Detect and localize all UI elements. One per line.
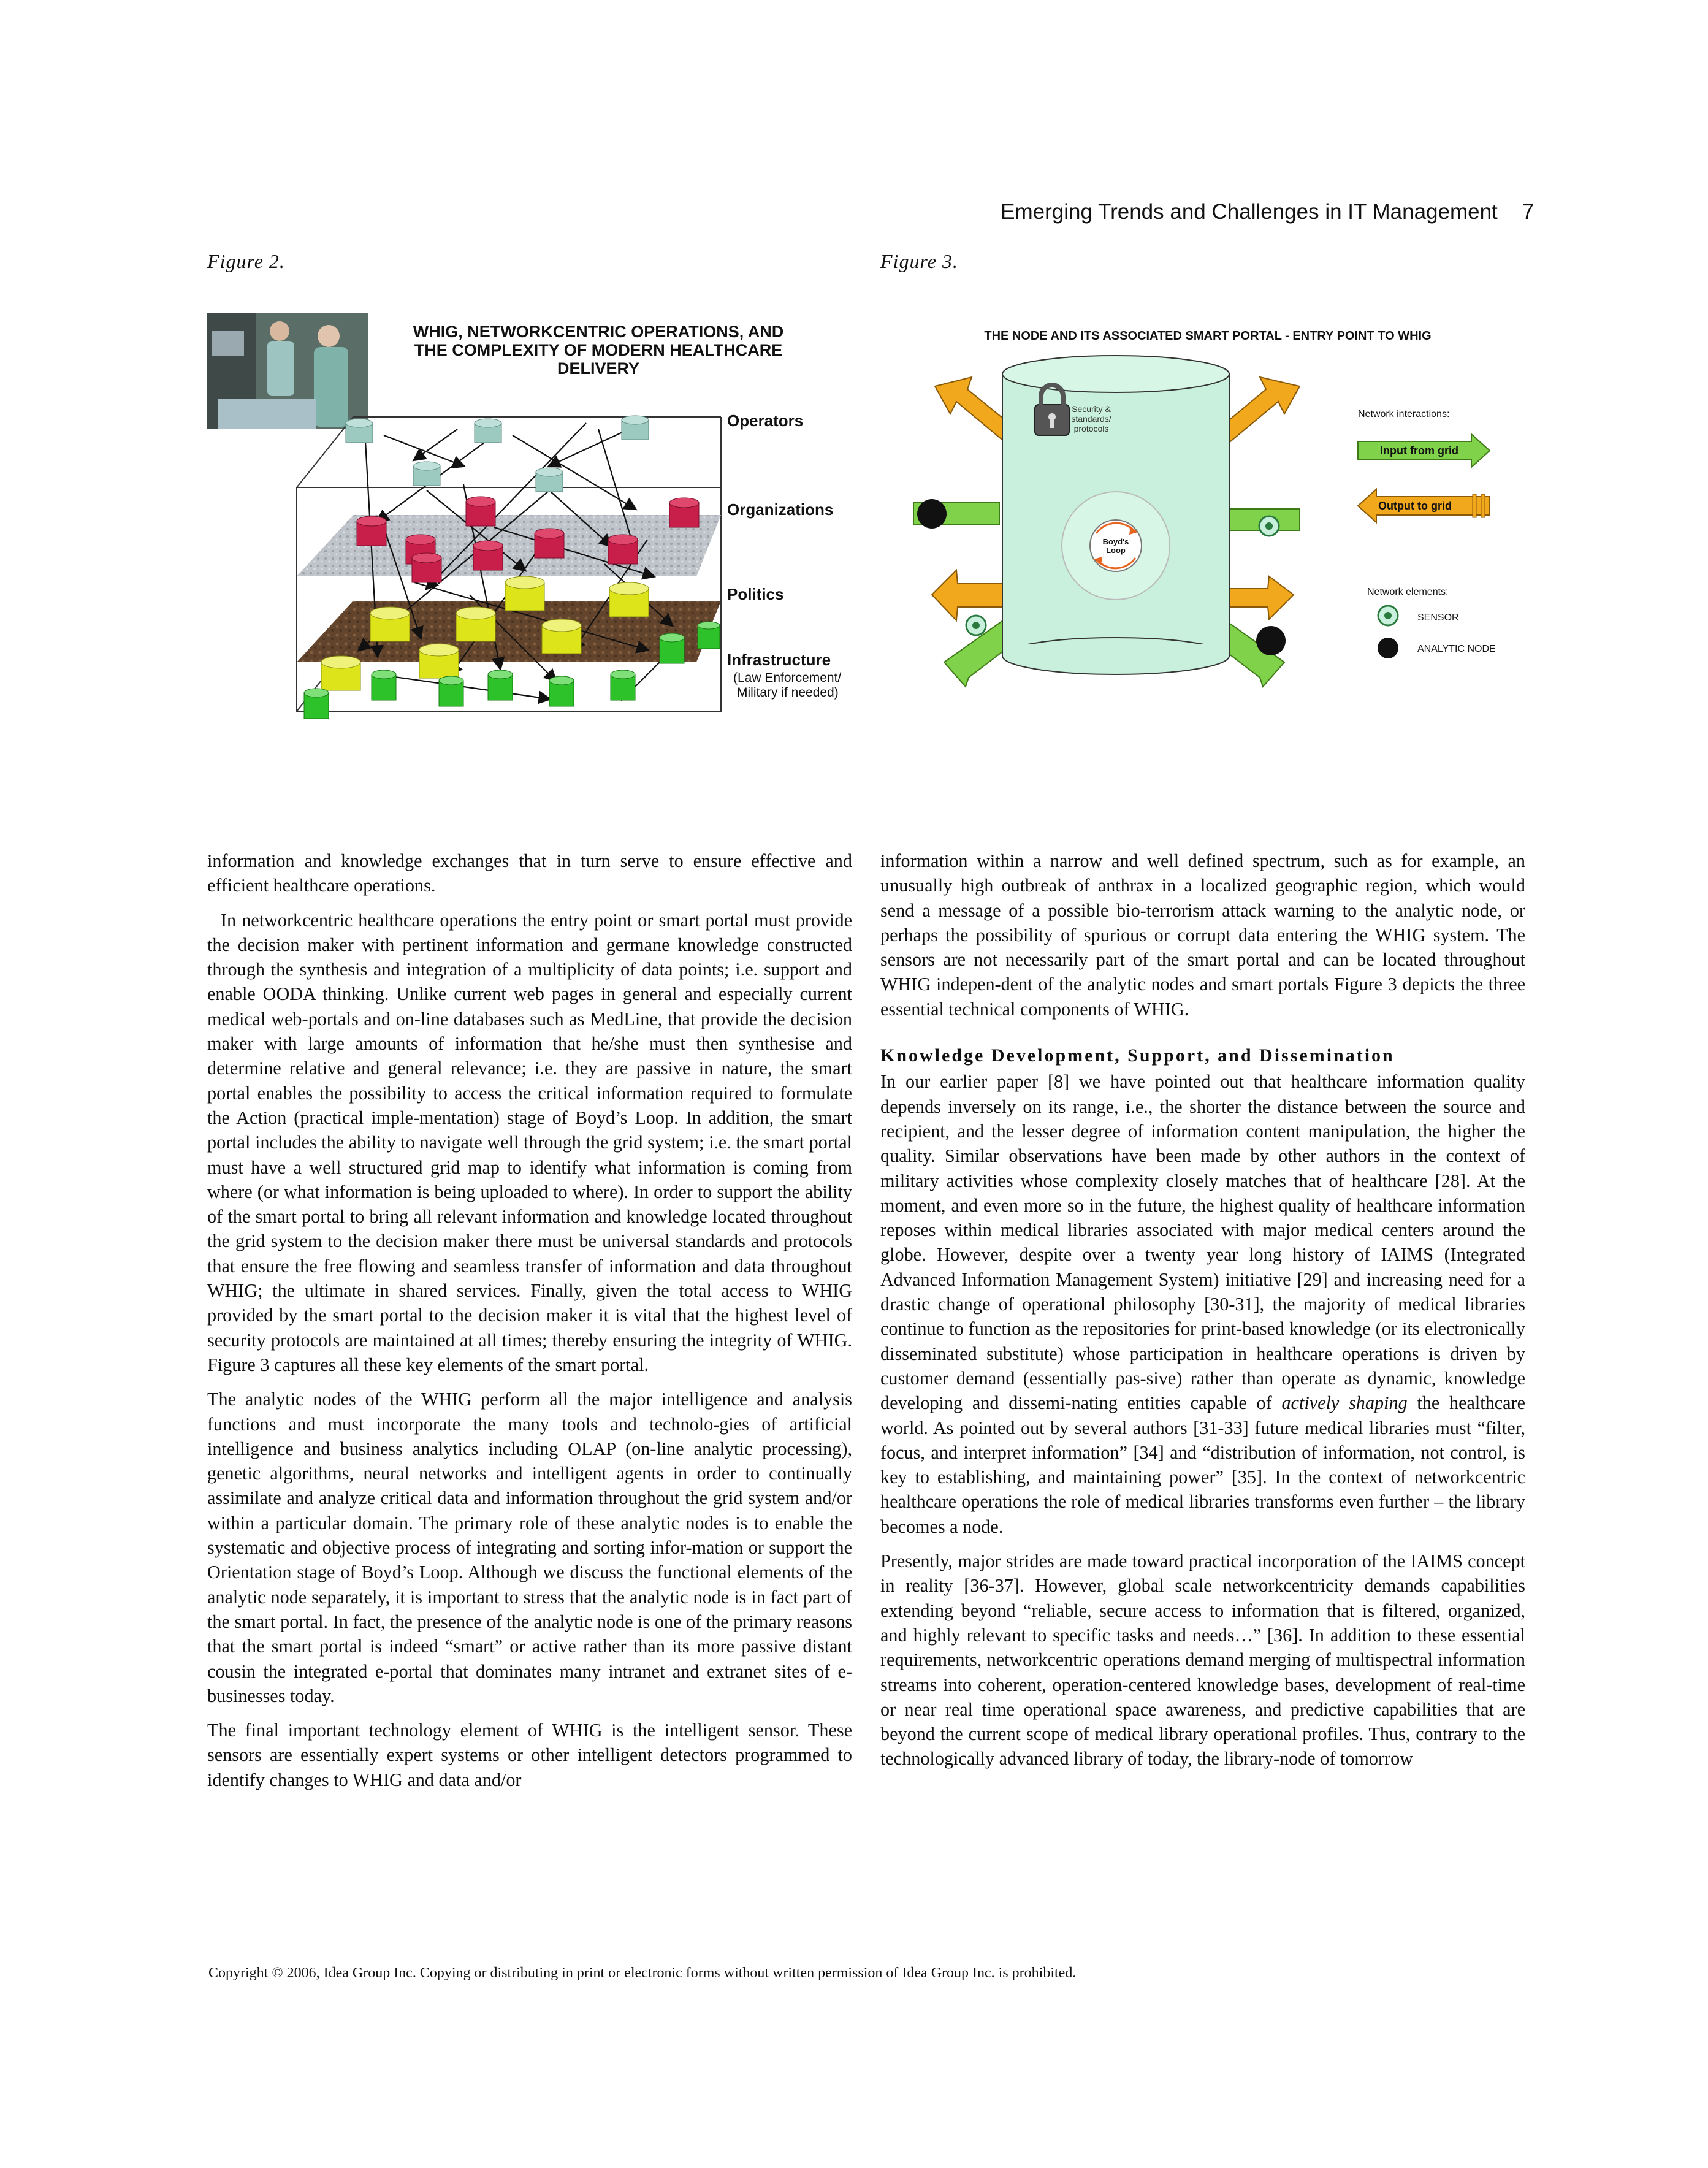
right-para-2-emphasis: actively shaping (1281, 1392, 1408, 1414)
operators-nodes (346, 416, 649, 492)
legend-analytic-icon (1378, 638, 1398, 658)
right-para-2-b: the healthcare world. As pointed out by several authors [31-33] future medical libraries must “filter, focus, and interpret information” [34] and “distribution of information, not control, is key to establishing, and maintaining power” [35]. In the context of networkcentric healthcare operations the role of medical libraries transforms even further – the library becomes a node. (880, 1392, 1526, 1537)
fig2-title-line2: THE COMPLEXITY OF MODERN HEALTHCARE (414, 341, 783, 359)
legend-analytic-label: ANALYTIC NODE (1417, 644, 1496, 654)
orange-arrow-right (1220, 576, 1294, 619)
left-column (207, 849, 852, 1802)
right-para-2-a: In our earlier paper [8] we have pointed out that healthcare information quality depends inversely on its range, i.e., the shorter the distance between the source and recipient, and the lesser degree of information content manipulation, the higher the quality. Similar observations have been made by other authors in the context of military activities whose complexity closely matches that of healthcare [28]. At the moment, and even more so in the future, the highest quality of healthcare information reposes within medical libraries associated with major medical centers around the globe. However, despite over a twenty year long history of IAIMS (Integrated Advanced Information Management System) initiative [29] and increasing need for a drastic change of operational philosophy [30-31], the majority of medical libraries continue to function as the repositories for print-based knowledge (or its electronically disseminated substitute) whose participation in healthcare operations is driven by customer demand (essentially pas-sive) rather than operate as dynamic, knowledge developing and dissemi-nating entities capable of (880, 1071, 1525, 1414)
fig2-title-line3: DELIVERY (557, 359, 640, 378)
figure-2-label: Figure 2. (207, 250, 285, 272)
left-para-3: The analytic nodes of the WHIG perform all the major intelligence and analysis functions and must incorporate the many tools and technolo-gies of artificial intelligence and business analytics including OLAP (on-line analytic processing), genetic algorithms, neural networks and intelligent agents in order to continually assimilate and analyze critical data and information throughout the grid system and/or within a particular domain. The primary role of these analytic nodes is to enable the systematic and objective process of integrating and sorting infor-mation or support the Orientation stage of Boyd’s Loop. Although we discuss the functional elements of the analytic node separately, it is important to stress that the analytic node is in fact part of the smart portal. In fact, the presence of the analytic node is one of the primary reasons that the smart portal is indeed “smart” or active rather than its more passive distant cousin the integrated e-portal that dominates many intranet and extranet sites of e-businesses today. (207, 1389, 852, 1706)
loop-line2: Loop (1106, 546, 1126, 555)
label-organizations: Organizations (727, 500, 834, 519)
left-para-2: In networkcentric healthcare operations the entry point or smart portal must provide the decision maker with pertinent information and germane knowledge constructed through the synthesis and integration of a multiplicity of data points; i.e. support and enable OODA thinking. Unlike current web pages in general and especially current medical web-portals and on-line databases such as MedLine, that provide the decision maker with large amounts of information that he/she must then synthesise and determine relative and general relevance; i.e. they are passive in nature, the smart portal enables the possibility to access the critical information required to formulate the Action (practical imple-mentation) stage of Boyd’s Loop. In addition, the smart portal includes the ability to navigate well through the grid system; i.e. the smart portal must have a well structured grid map to identify what information is coming from where (or what information is being uploaded to where). In order to support the ability of the smart portal to bring all relevant information and knowledge located throughout the grid system to the decision maker there must be universal standards and protocols that ensure the free flowing and seamless transfer of information and data throughout WHIG; the ultimate in shared services. Finally, given the total access to WHIG provided by the smart portal to the decision maker it is vital that the highest level of security protocols are maintained at all times; thereby ensuring the integrity of WHIG. Figure 3 captures all these key elements of the smart portal. (207, 909, 852, 1375)
label-infrastructure: Infrastructure (727, 651, 831, 669)
figure-2-diagram (206, 307, 856, 748)
left-para-4: The final important technology element of WHIG is the intelligent sensor. These sensors are essentially expert systems or other intelligent detectors programmed to identify changes to WHIG and data and/or (207, 1720, 852, 1790)
section-heading: Knowledge Development, Support, and Dissemination (880, 1045, 1395, 1066)
security-line1: Security & (1072, 404, 1111, 414)
label-operators: Operators (727, 411, 804, 430)
legend-output-label: Output to grid (1378, 500, 1452, 512)
analytic-node-left (917, 499, 947, 529)
legend-network-elements: Network elements: (1367, 587, 1449, 597)
infra-note-line2: Military if needed) (737, 685, 839, 700)
figure-3-diagram (901, 319, 1514, 736)
legend-network-interactions: Network interactions: (1358, 409, 1450, 419)
page-number: 7 (1522, 200, 1534, 224)
right-para-3: Presently, major strides are made toward practical incorporation of the IAIMS concept in reality [36-37]. However, global scale networkcentricity demands capabilities extending beyond “reliable, secure access to information that is filtered, organized, and highly relevant to specific tasks and needs…” [36]. In addition to these essential requirements, networkcentric operations demand merging of multispectral information streams into coherent, operation-centered knowledge bases, development of real-time or near real time operational space awareness, and predictive capabilities that are beyond the current scope of medical library operational profiles. Thus, contrary to the technologically advanced library of today, the library-node of tomorrow (880, 1551, 1525, 1769)
running-header (1001, 200, 1534, 224)
right-para-1: information within a narrow and well defined spectrum, such as for example, an unusually high outbreak of anthrax in a localized geographic region, which would send a message of a possible bio-terrorism attack warning to the analytic node, or perhaps the possibility of spurious or corrupt data entering the WHIG system. The sensors are not necessarily part of the smart portal and can be located throughout WHIG indepen-dent of the analytic nodes and smart portals Figure 3 depicts the three essential technical components of WHIG. (880, 850, 1525, 1020)
security-line3: protocols (1073, 424, 1109, 433)
legend-sensor-label: SENSOR (1417, 613, 1459, 623)
fig2-title-line1: WHIG, NETWORKCENTRIC OPERATIONS, AND (413, 323, 784, 341)
loop-line1: Boyd's (1102, 537, 1129, 546)
legend-input-label: Input from grid (1380, 445, 1458, 457)
legend-sensor-icon (1378, 606, 1398, 625)
left-para-1: information and knowledge exchanges that in turn serve to ensure effective and efficient healthcare operations. (207, 850, 852, 896)
figure-3-label: Figure 3. (880, 250, 958, 272)
right-column (880, 849, 1525, 1781)
surgeons-photo (207, 313, 368, 429)
sensor-left (966, 616, 986, 635)
label-politics: Politics (727, 585, 784, 603)
analytic-node-bottom-right (1256, 626, 1286, 655)
running-title: Emerging Trends and Challenges in IT Management (1001, 200, 1498, 224)
right-para-2 (880, 1069, 1525, 1539)
copyright-footer: Copyright © 2006, Idea Group Inc. Copying or distributing in print or electronic forms without written permission of Idea Group Inc. is prohibited. (208, 1965, 1077, 1981)
sensor-right (1259, 516, 1279, 536)
fig3-title: THE NODE AND ITS ASSOCIATED SMART PORTAL - ENTRY POINT TO WHIG (984, 329, 1432, 343)
infra-note-line1: (Law Enforcement/ (733, 671, 842, 685)
security-line2: standards/ (1071, 414, 1111, 424)
